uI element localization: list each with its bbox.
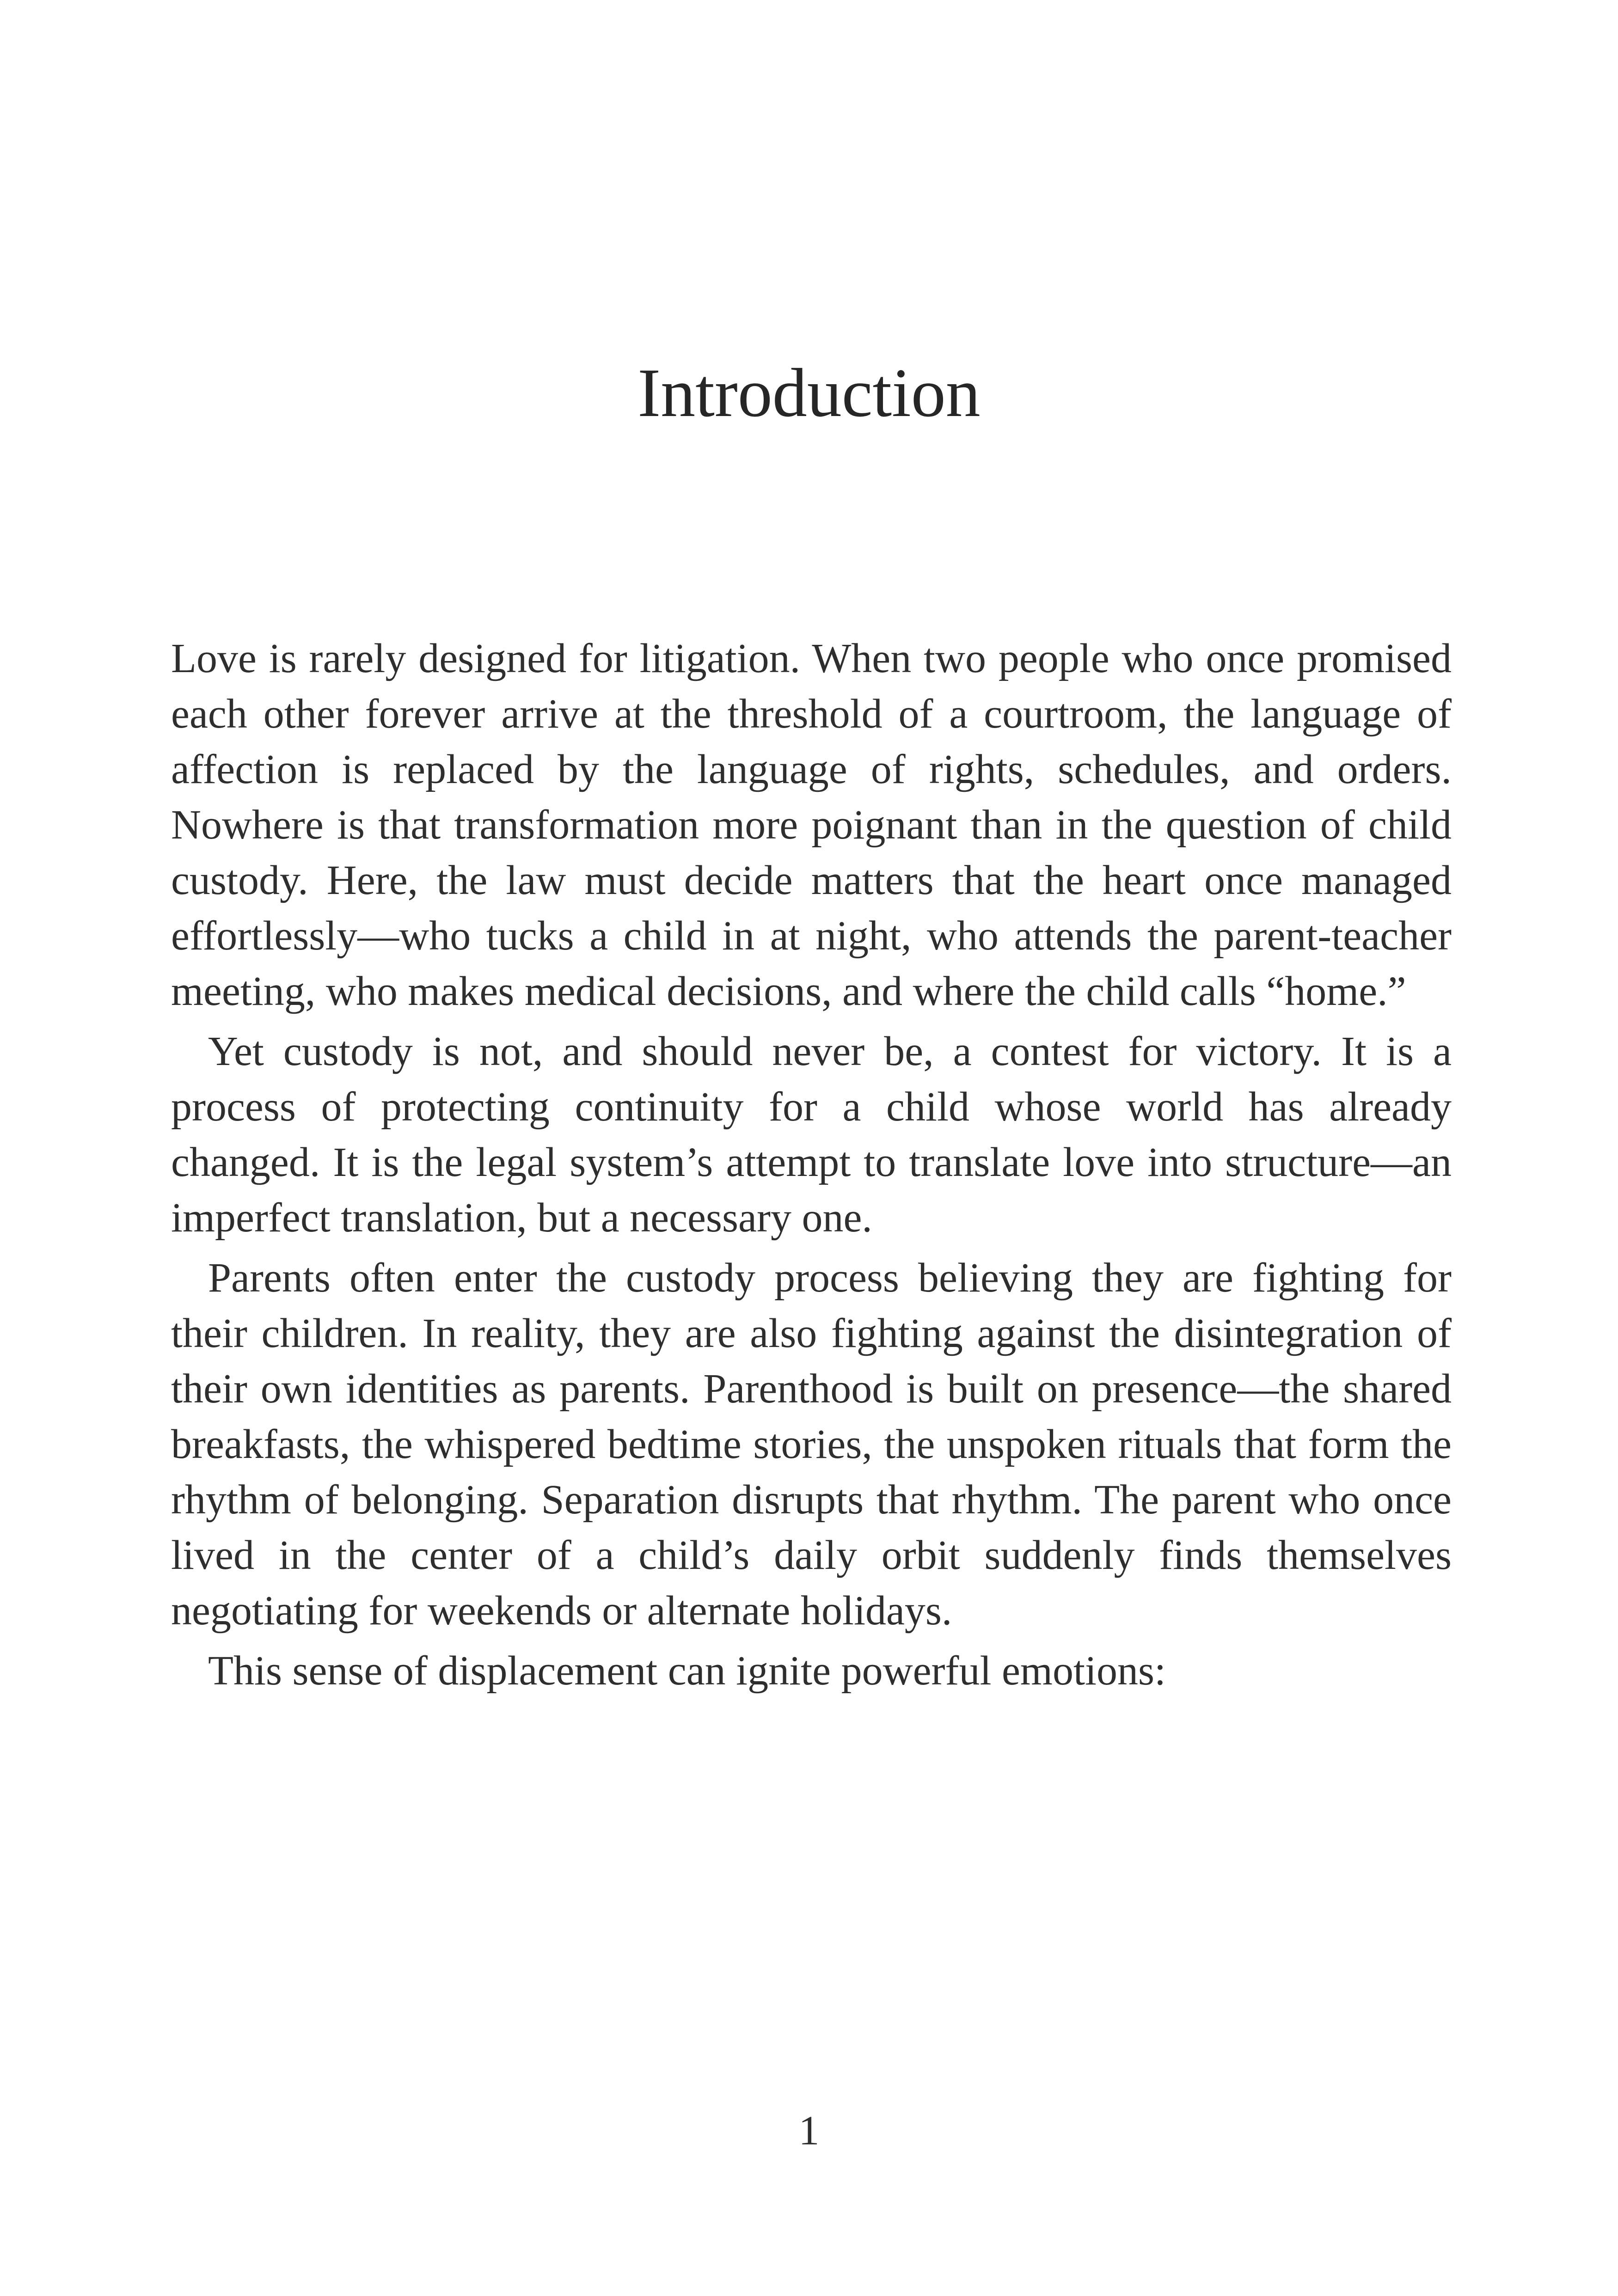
chapter-title: Introduction — [637, 355, 981, 431]
paragraph-1: Love is rarely designed for litigation. When two people who once promised each other forever arrive at the threshold of a courtroom, the language of affection is replaced by the language of rights, schedules, and orders. Nowhere is that transformation more poignant than in the question of child custody. Here, the law must decide matters that the heart once managed effortlessly—who tucks a child in at night, who attends the parent-teacher meeting, who makes medical decisions, and where the child calls “home.” — [171, 636, 1452, 1014]
paragraph-2: Yet custody is not, and should never be, a contest for victory. It is a process of protecting continuity for a child whose world has already changed. It is the legal system’s attempt to translate love into structure—an imperfect translation, but a necessary one. — [171, 1029, 1452, 1241]
page-number: 1 — [798, 2108, 820, 2154]
paragraph-4: This sense of displacement can ignite powerful emotions: — [208, 1648, 1166, 1694]
paragraph-3: Parents often enter the custody process believing they are fighting for their children. In reality, they are also fighting against the disintegration of their own identities as parents. Parenthood is built on presence—the shared breakfasts, the whispered bedtime stories, the unspoken rituals that form the rhythm of belonging. Separation disrupts that rhythm. The parent who once lived in the center of a child’s daily orbit suddenly finds themselves negotiating for weekends or alternate holidays. — [171, 1255, 1452, 1634]
body-text — [171, 631, 1452, 1703]
